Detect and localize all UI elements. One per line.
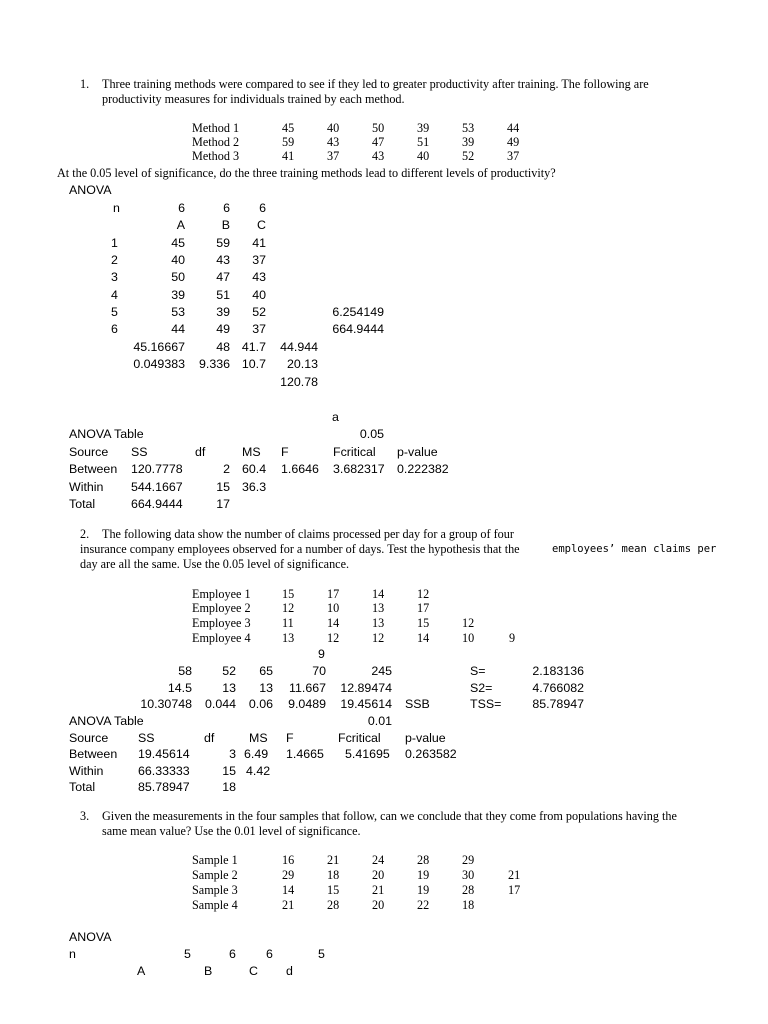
- question-text-line: day are all the same. Use the 0.05 level of significance.: [80, 557, 350, 571]
- row-index: 3: [111, 270, 118, 284]
- data-value: 30: [462, 868, 475, 882]
- row-label: Employee 3: [192, 616, 251, 630]
- stat-value: 85.78947: [532, 697, 584, 711]
- question-text-line: The following data show the number of claims processed per day for a group of four: [102, 527, 514, 541]
- cell: 0.06: [248, 697, 273, 711]
- side-value: 664.9444: [332, 322, 384, 336]
- cell: 3: [229, 747, 236, 761]
- data-value: 16: [282, 853, 295, 867]
- data-value: 18: [462, 898, 475, 912]
- data-value: 22: [417, 898, 430, 912]
- data-value: 21: [372, 883, 385, 897]
- cell: 664.9444: [131, 497, 183, 511]
- data-value: 53: [462, 121, 475, 135]
- data-value: 12: [462, 616, 475, 630]
- cell: Within: [69, 480, 104, 494]
- row-label: Sample 4: [192, 898, 238, 912]
- data-value: 15: [417, 616, 430, 630]
- data-value: 19: [417, 883, 430, 897]
- data-value: 50: [372, 121, 385, 135]
- cell: 44: [171, 322, 185, 336]
- n-value: 6: [259, 201, 266, 215]
- cell: 18: [222, 780, 236, 794]
- data-value: 52: [462, 149, 475, 163]
- cell: 13: [259, 681, 273, 695]
- data-value: 12: [372, 631, 385, 645]
- header-cell: p-value: [397, 445, 438, 459]
- header-cell: Source: [69, 445, 109, 459]
- cell: 70: [312, 664, 326, 678]
- cell: 19.45614: [138, 747, 190, 761]
- cell: 37: [252, 253, 266, 267]
- data-value: 49: [507, 135, 520, 149]
- data-value: 39: [462, 135, 475, 149]
- n-value: 5: [318, 947, 325, 961]
- data-value: 43: [327, 135, 340, 149]
- data-value: 11: [282, 616, 294, 630]
- question-number: 1.: [80, 77, 90, 91]
- table-title: ANOVA Table: [69, 714, 144, 728]
- data-value: 28: [417, 853, 430, 867]
- question-text-line: same mean value? Use the 0.01 level of significance.: [102, 824, 361, 838]
- row-index: 1: [111, 236, 118, 250]
- cell: 15: [222, 764, 236, 778]
- cell: 40: [252, 288, 266, 302]
- header-cell: F: [286, 731, 294, 745]
- row-label: Sample 3: [192, 883, 238, 897]
- column-label: A: [137, 964, 146, 978]
- data-value: 12: [417, 587, 430, 601]
- cell: 10.30748: [140, 697, 192, 711]
- data-value: 44: [507, 121, 520, 135]
- cell: 37: [252, 322, 266, 336]
- n-value: 6: [229, 947, 236, 961]
- data-value: 51: [417, 135, 430, 149]
- data-value: 59: [282, 135, 295, 149]
- cell: 14.5: [167, 681, 192, 695]
- header-cell: Fcritical: [338, 731, 381, 745]
- cell: 36.3: [242, 480, 267, 494]
- cell: 49: [216, 322, 230, 336]
- row-label: Employee 1: [192, 587, 251, 601]
- cell: 41.7: [241, 340, 266, 354]
- data-value: 13: [372, 616, 385, 630]
- cell: 43: [216, 253, 230, 267]
- data-value: 45: [282, 121, 295, 135]
- cell: 2: [223, 462, 230, 476]
- data-value: 21: [508, 868, 521, 882]
- data-value: 20: [372, 898, 385, 912]
- cell: 48: [216, 340, 230, 354]
- cell: 41: [252, 236, 266, 250]
- cell: 3.682317: [333, 462, 385, 476]
- data-value: 17: [327, 587, 340, 601]
- stat-label: S2=: [470, 681, 493, 695]
- cell: 66.33333: [138, 764, 190, 778]
- cell: 120.7778: [131, 462, 183, 476]
- header-cell: MS: [242, 445, 261, 459]
- cell: 0.044: [204, 697, 236, 711]
- anova-heading: ANOVA: [69, 183, 112, 197]
- row-index: 4: [111, 288, 118, 302]
- data-value: 12: [282, 601, 295, 615]
- question-text-line: Given the measurements in the four samples that follow, can we conclude that they come from populations having the: [102, 809, 677, 823]
- n-label: n: [69, 947, 76, 961]
- data-value: 13: [282, 631, 295, 645]
- column-label: A: [176, 218, 185, 232]
- stray-value: 9: [318, 647, 325, 661]
- data-value: 12: [327, 631, 340, 645]
- cell: 52: [222, 664, 236, 678]
- data-value: 47: [372, 135, 385, 149]
- cell: 11.667: [289, 681, 326, 695]
- data-value: 19: [417, 868, 430, 882]
- table-title: ANOVA Table: [69, 427, 144, 441]
- cell: 1.4665: [286, 747, 324, 761]
- cell: 0.049383: [133, 357, 185, 371]
- data-value: 37: [507, 149, 520, 163]
- data-value: 20: [372, 868, 385, 882]
- row-label: Method 2: [192, 135, 240, 149]
- stat-value: 2.183136: [532, 664, 584, 678]
- data-value: 14: [417, 631, 430, 645]
- column-label: B: [221, 218, 230, 232]
- cell: Total: [69, 780, 96, 794]
- data-value: 14: [282, 883, 295, 897]
- row-label: Method 3: [192, 149, 240, 163]
- cell: 13: [222, 681, 236, 695]
- cell: 39: [216, 305, 230, 319]
- cell: 17: [216, 497, 230, 511]
- cell: 85.78947: [138, 780, 190, 794]
- data-value: 43: [372, 149, 385, 163]
- alpha-value: 0.01: [367, 714, 392, 728]
- data-value: 21: [282, 898, 295, 912]
- cell: 50: [171, 270, 185, 284]
- cell: 0.222382: [397, 462, 449, 476]
- data-value: 17: [508, 883, 521, 897]
- row-label: Employee 4: [192, 631, 251, 645]
- cell: 1.6646: [281, 462, 319, 476]
- cell: 0.263582: [405, 747, 457, 761]
- column-label: d: [286, 964, 293, 978]
- header-cell: p-value: [405, 731, 446, 745]
- question-number: 3.: [80, 809, 90, 823]
- row-label: Method 1: [192, 121, 240, 135]
- header-cell: SS: [138, 731, 155, 745]
- header-cell: MS: [249, 731, 268, 745]
- cell: 40: [171, 253, 185, 267]
- data-value: 37: [327, 149, 340, 163]
- cell: 15: [216, 480, 230, 494]
- cell: Total: [69, 497, 96, 511]
- question-text-fragment: employees’ mean claims per: [552, 543, 717, 555]
- cell: 12.89474: [340, 681, 392, 695]
- row-index: 5: [111, 305, 118, 319]
- n-value: 5: [184, 947, 191, 961]
- cell: 6.49: [244, 747, 269, 761]
- cell: 19.45614: [340, 697, 392, 711]
- n-value: 6: [266, 947, 273, 961]
- cell: 9.0489: [288, 697, 326, 711]
- cell: 53: [171, 305, 185, 319]
- question-text-line: Three training methods were compared to see if they led to greater productivity after training. The following are: [102, 77, 649, 91]
- column-label: C: [249, 964, 258, 978]
- cell: 4.42: [246, 764, 271, 778]
- data-value: 41: [282, 149, 295, 163]
- stat-label: S=: [470, 664, 486, 678]
- alpha-label: a: [332, 410, 339, 424]
- n-label: n: [113, 201, 120, 215]
- cell: 65: [259, 664, 273, 678]
- data-value: 40: [417, 149, 430, 163]
- header-cell: SS: [131, 445, 148, 459]
- anova-heading: ANOVA: [69, 930, 112, 944]
- cell: 45: [171, 236, 185, 250]
- stat-label: TSS=: [470, 697, 502, 711]
- header-cell: Fcritical: [333, 445, 376, 459]
- column-label: C: [257, 218, 266, 232]
- data-value: 10: [327, 601, 340, 615]
- cell: 58: [178, 664, 192, 678]
- question-prompt: At the 0.05 level of significance, do the three training methods lead to different levels of productivity?: [57, 166, 556, 180]
- data-value: 28: [327, 898, 340, 912]
- row-index: 2: [111, 253, 118, 267]
- data-value: 15: [282, 587, 295, 601]
- data-value: 17: [417, 601, 430, 615]
- cell: 39: [171, 288, 185, 302]
- data-value: 21: [327, 853, 340, 867]
- question-text-line: insurance company employees observed for a number of days. Test the hypothesis that the: [80, 542, 520, 556]
- data-value: 10: [462, 631, 475, 645]
- n-value: 6: [223, 201, 230, 215]
- data-value: 39: [417, 121, 430, 135]
- header-cell: df: [195, 445, 206, 459]
- column-label: B: [204, 964, 213, 978]
- data-value: 14: [372, 587, 385, 601]
- n-value: 6: [178, 201, 185, 215]
- row-label: Employee 2: [192, 601, 251, 615]
- data-value: 29: [462, 853, 475, 867]
- data-value: 9: [509, 631, 516, 645]
- cell: 45.16667: [133, 340, 185, 354]
- data-value: 29: [282, 868, 295, 882]
- alpha-value: 0.05: [359, 427, 384, 441]
- question-text-line: productivity measures for individuals trained by each method.: [102, 92, 405, 106]
- header-cell: df: [204, 731, 215, 745]
- header-cell: F: [281, 445, 289, 459]
- row-index: 6: [111, 322, 118, 336]
- data-value: 13: [372, 601, 385, 615]
- row-label: Sample 1: [192, 853, 238, 867]
- cell: 5.41695: [345, 747, 390, 761]
- cell: Within: [69, 764, 104, 778]
- side-value: 6.254149: [332, 305, 384, 319]
- data-value: 15: [327, 883, 340, 897]
- cell: 47: [216, 270, 230, 284]
- cell: Between: [69, 462, 118, 476]
- cell: 60.4: [242, 462, 267, 476]
- cell: Between: [69, 747, 118, 761]
- data-value: 28: [462, 883, 475, 897]
- cell: 245: [371, 664, 392, 678]
- cell: 9.336: [198, 357, 230, 371]
- data-value: 18: [327, 868, 340, 882]
- ssb-label: SSB: [405, 697, 430, 711]
- cell: 59: [216, 236, 230, 250]
- cell: 51: [216, 288, 230, 302]
- cell: 20.13: [286, 357, 318, 371]
- total-value: 120.78: [280, 375, 318, 389]
- stat-value: 4.766082: [532, 681, 584, 695]
- cell: 544.1667: [131, 480, 183, 494]
- cell: 43: [252, 270, 266, 284]
- data-value: 24: [372, 853, 385, 867]
- question-number: 2.: [80, 527, 90, 541]
- data-value: 40: [327, 121, 340, 135]
- cell: 10.7: [241, 357, 266, 371]
- header-cell: Source: [69, 731, 109, 745]
- row-label: Sample 2: [192, 868, 238, 882]
- cell: 44.944: [280, 340, 318, 354]
- cell: 52: [252, 305, 266, 319]
- data-value: 14: [327, 616, 340, 630]
